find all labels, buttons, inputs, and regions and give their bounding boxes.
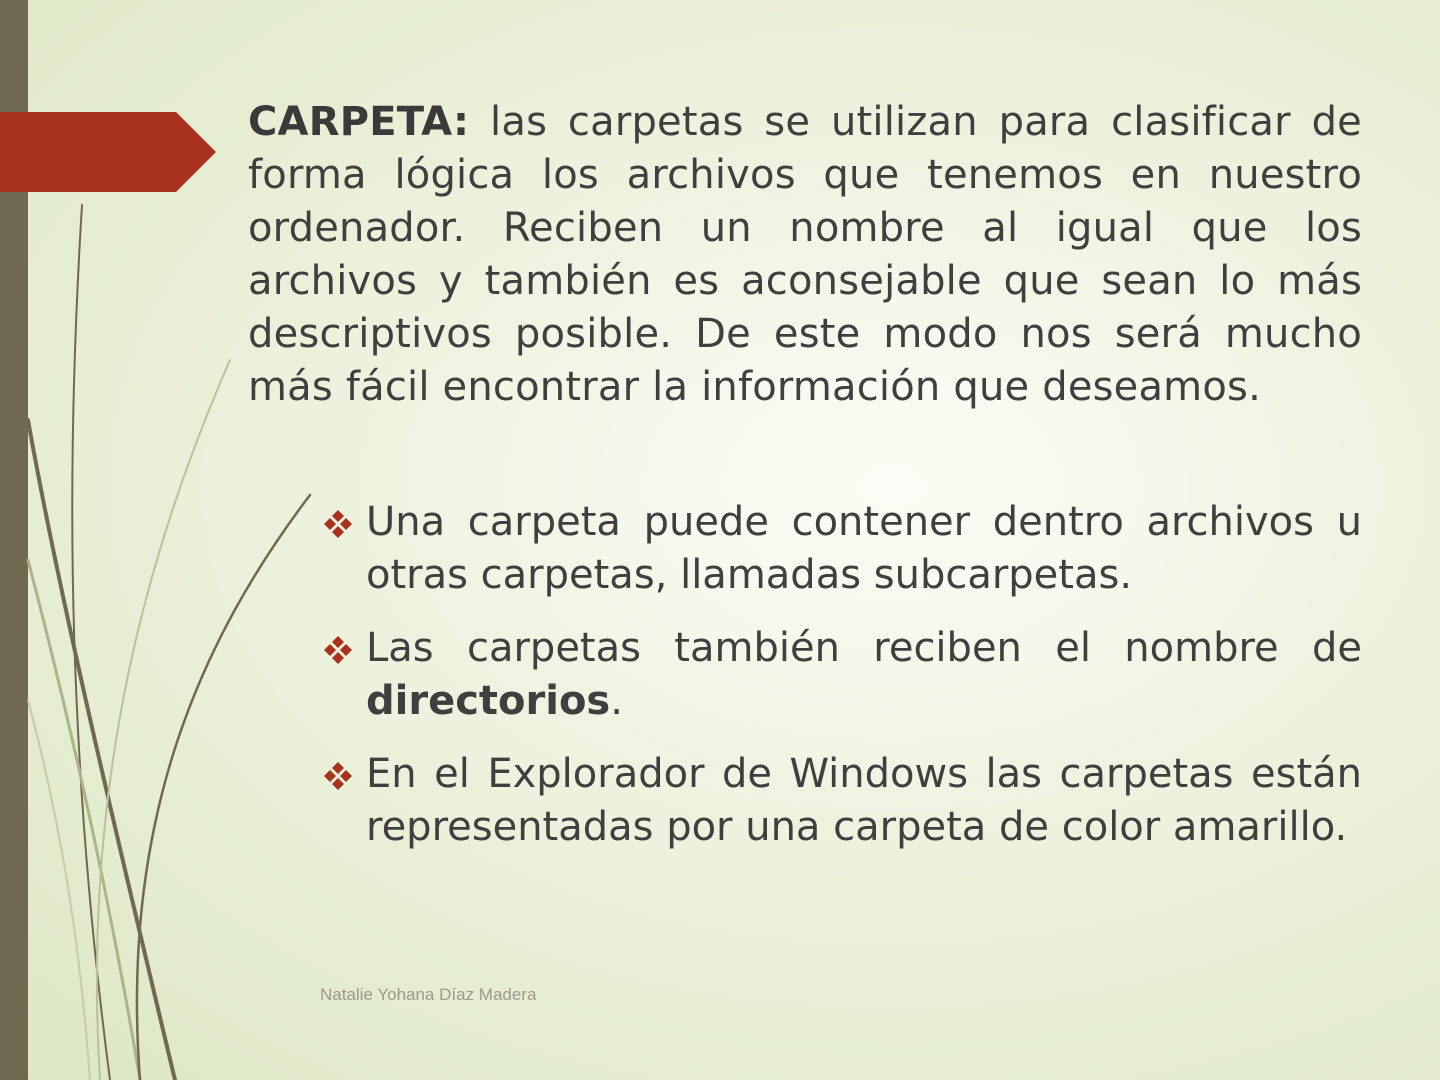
bullet-text: Las carpetas también reciben el nombre de: [366, 625, 1362, 671]
four-diamond-icon: [322, 508, 354, 540]
intro-text: las carpetas se utilizan para clasificar de forma lógica los archivos que tenemos en nuestro ordenador. Reciben un nombre al igual que los archivos y también es aconsejable que sean lo más descriptivos posible. De este modo nos será mucho más fácil encontrar la información que deseamos.: [248, 99, 1362, 410]
footer-author: Natalie Yohana Díaz Madera: [320, 985, 537, 1004]
bullet-text: En el Explorador de Windows las carpetas están representadas por una carpeta de color amarillo.: [366, 751, 1362, 850]
list-item: [322, 496, 1362, 602]
list-item: [322, 622, 1362, 728]
intro-term: CARPETA:: [248, 99, 470, 145]
bullet-list: [322, 496, 1362, 874]
intro-paragraph: [248, 96, 1362, 414]
bullet-text-end: .: [610, 678, 623, 724]
four-diamond-icon: [322, 634, 354, 666]
four-diamond-icon: [322, 760, 354, 792]
list-item: [322, 748, 1362, 854]
bullet-text: Una carpeta puede contener dentro archivos u otras carpetas, llamadas subcarpetas.: [366, 499, 1362, 598]
bullet-bold-term: directorios: [366, 678, 611, 724]
